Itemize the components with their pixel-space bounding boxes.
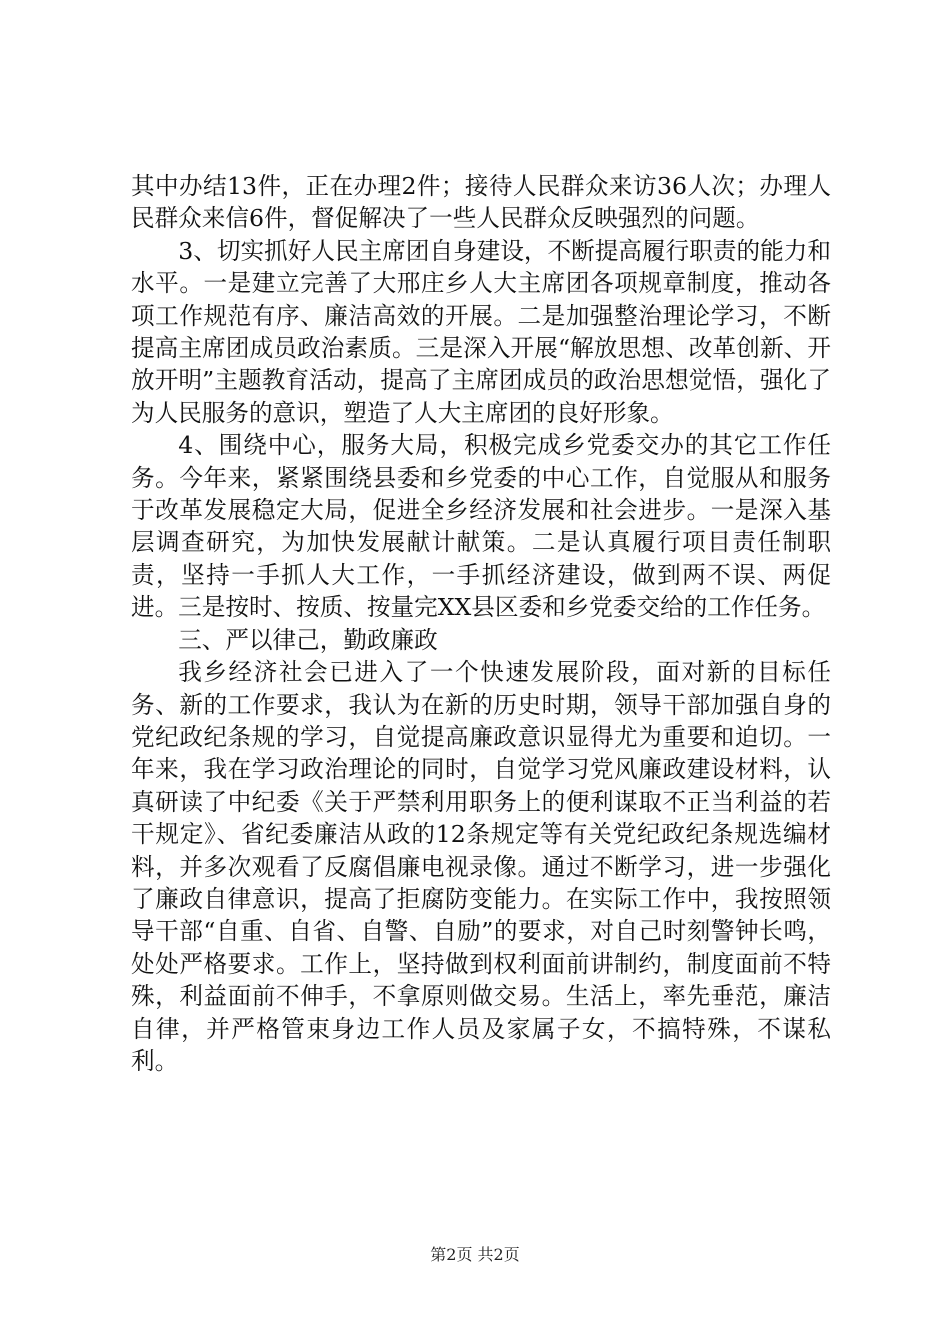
section-heading: 三、严以律己，勤政廉政 <box>178 625 438 654</box>
page-footer: 第2页 共2页 <box>430 1245 520 1264</box>
paragraph-section-3-body: 我乡经济社会已进入了一个快速发展阶段，面对新的目标任务、新的工作要求，我认为在新的历史时期，领导干部加强自身的党纪政纪条规的学习，自觉提高廉政意识显得尤为重要和迫切。一年来，我在学习政治理论的同时，自觉学习党风廉政建设材料，认真研读了中纪委《关于严禁利用职务上的便利谋取不正当利益的若干规定》、省纪委廉洁从政的12条规定等有关党纪政纪条规选编材料，并多次观看了反腐倡廉电视录像。通过不断学习，进一步强化了廉政自律意识，提高了拒腐防变能力。在实际工作中，我按照领导干部“自重、自省、自警、自励”的要求，对自己时刻警钟长鸣，处处严格要求。工作上，坚持做到权利面前讲制约，制度面前不特殊，利益面前不伸手，不拿原则做交易。生活上，率先垂范，廉洁自律，并严格管束身边工作人员及家属子女，不搞特殊，不谋私利。 <box>131 658 831 1075</box>
paragraph-continued: 其中办结13件，正在办理2件；接待人民群众来访36人次；办理人民群众来信6件，督促解决了一些人民群众反映强烈的问题。 <box>131 172 831 233</box>
paragraph-item-3: 3、切实抓好人民主席团自身建设，不断提高履行职责的能力和水平。一是建立完善了大邢庄乡人大主席团各项规章制度，推动各项工作规范有序、廉洁高效的开展。二是加强整治理论学习，不断提高主席团成员政治素质。三是深入开展“解放思想、改革创新、开放开明”主题教育活动，提高了主席团成员的政治思想觉悟，强化了为人民服务的意识，塑造了人大主席团的良好形象。 <box>131 236 831 427</box>
document-body <box>131 170 831 1077</box>
paragraph-item-4: 4、围绕中心，服务大局，积极完成乡党委交办的其它工作任务。今年来，紧紧围绕县委和乡党委的中心工作，自觉服从和服务于改革发展稳定大局，促进全乡经济发展和社会进步。一是深入基层调查研究，为加快发展献计献策。二是认真履行项目责任制职责，坚持一手抓人大工作，一手抓经济建设，做到两不误、两促进。三是按时、按质、按量完XX县区委和乡党委交给的工作任务。 <box>131 431 831 622</box>
